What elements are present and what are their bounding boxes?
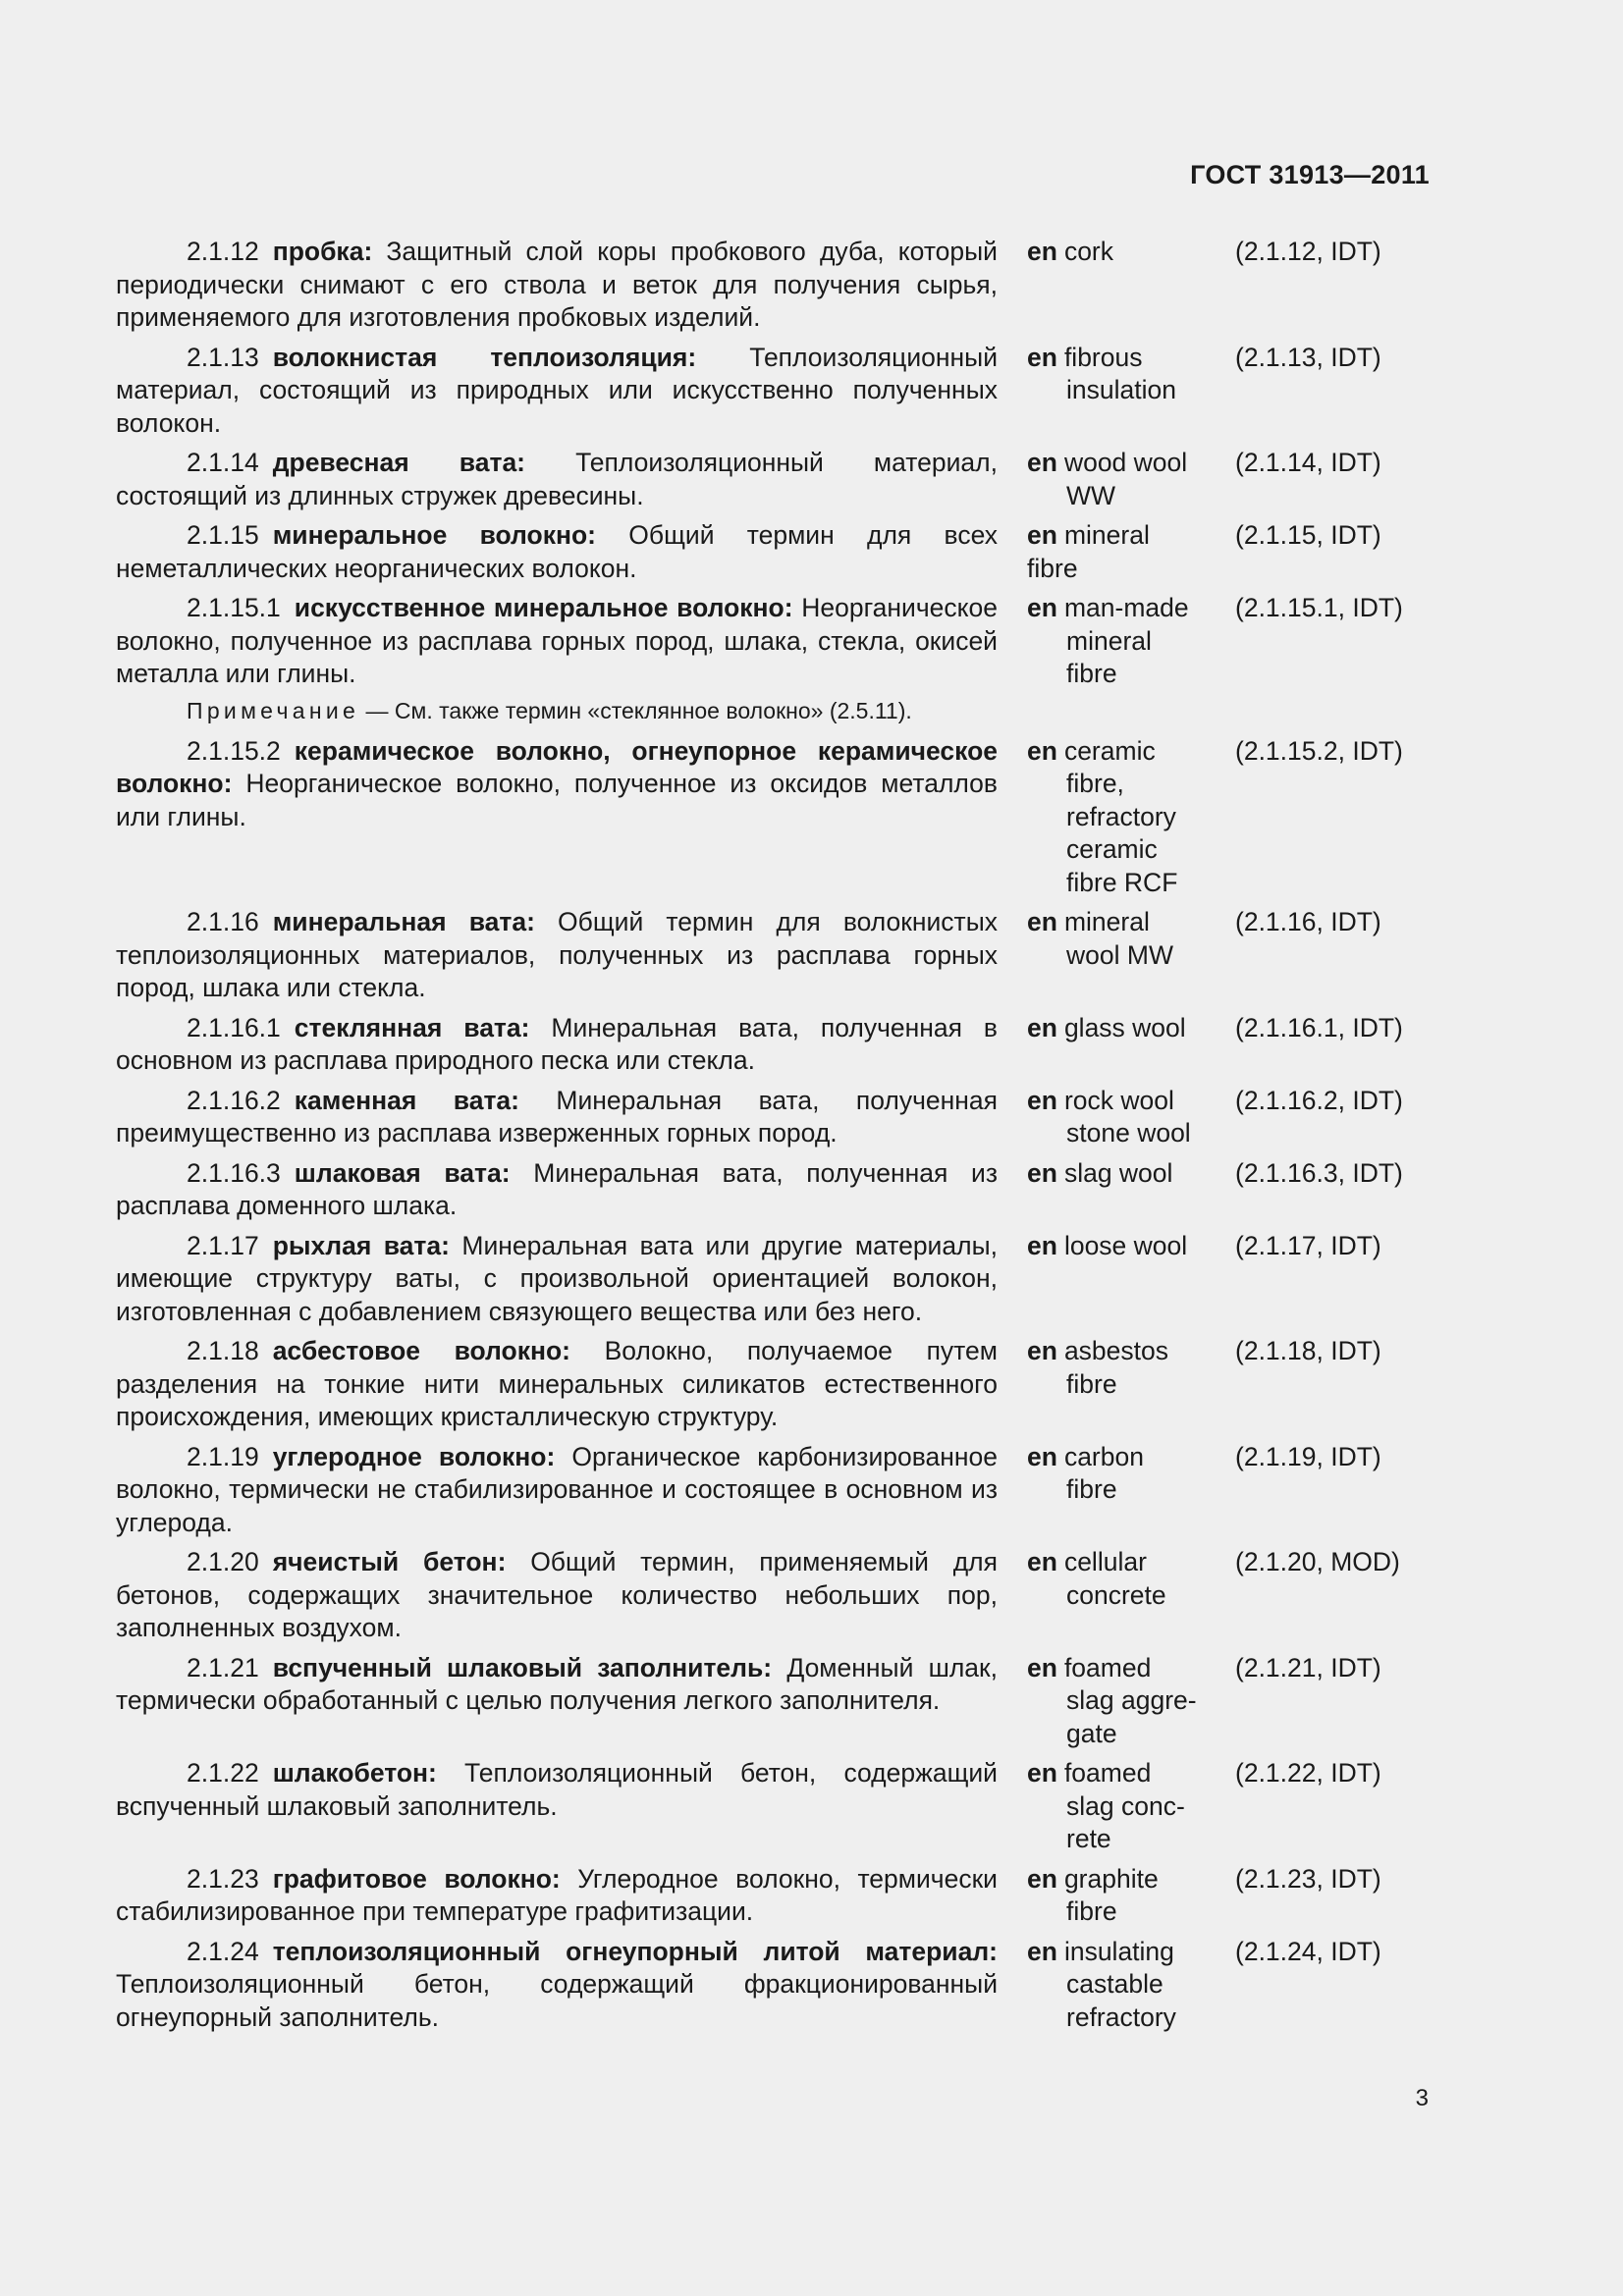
- language-code: en: [1027, 448, 1057, 477]
- english-equivalent: [1027, 735, 1233, 900]
- term-definition: Теплоизоляционный бетон, содержащий вспученный шлаковый заполнитель.: [116, 1758, 998, 1821]
- term-name: шлакобетон:: [272, 1758, 437, 1788]
- russian-definition: [116, 906, 998, 1005]
- english-equivalent: [1027, 906, 1233, 972]
- english-term-line: fibre: [1027, 553, 1078, 583]
- source-reference: (2.1.16.2, IDT): [1235, 1085, 1403, 1115]
- term-name: минеральное волокно:: [272, 520, 597, 550]
- term-definition: Защитный слой коры пробкового дуба, который периодически снимают с его ствола и веток для получения сырья, применяемого для изготовления пробковых изделий.: [116, 237, 998, 332]
- source-reference: (2.1.15.1, IDT): [1235, 593, 1403, 622]
- term-name: волокнистая теплоизоляция:: [272, 342, 697, 372]
- english-term-line: fibre RCF: [1066, 867, 1178, 897]
- russian-definition: [116, 592, 998, 691]
- russian-definition: [116, 1441, 998, 1540]
- english-term-line: loose wool: [1063, 1230, 1188, 1260]
- term-number: 2.1.19: [187, 1441, 259, 1471]
- russian-definition: [116, 1652, 998, 1718]
- source-reference: (2.1.18, IDT): [1235, 1336, 1381, 1365]
- russian-definition: [116, 1085, 998, 1150]
- english-term-line: foamed: [1063, 1758, 1152, 1788]
- term-entry: [116, 1546, 1432, 1645]
- english-term-line: ceramic: [1066, 834, 1158, 864]
- english-term-line: slag conc-: [1066, 1790, 1185, 1821]
- term-number: 2.1.16.3: [187, 1157, 281, 1188]
- term-number: 2.1.16.2: [187, 1085, 281, 1115]
- english-term-line: refractory: [1066, 801, 1176, 831]
- russian-definition: [116, 447, 998, 512]
- term-entry: [116, 1335, 1432, 1434]
- language-code: en: [1027, 907, 1057, 936]
- term-entry: [116, 1863, 1432, 1929]
- russian-definition: [116, 1230, 998, 1329]
- term-name: графитовое волокно:: [272, 1863, 561, 1894]
- term-definition: Теплоизоляционный материал, состоящий из длинных стружек древесины.: [116, 448, 998, 510]
- language-code: en: [1027, 1547, 1057, 1576]
- term-definition: Общий термин для волокнистых теплоизоляционных материалов, полученных из расплава горных пород, шлака или стекла.: [116, 907, 998, 1002]
- term-number: 2.1.16.1: [187, 1012, 281, 1042]
- english-term-line: rete: [1066, 1824, 1111, 1853]
- note: [116, 696, 1068, 725]
- term-entry: [116, 906, 1432, 1005]
- russian-definition: [116, 1757, 998, 1823]
- english-term-line: wool MW: [1066, 939, 1173, 970]
- term-number: 2.1.13: [187, 342, 259, 372]
- english-equivalent: [1027, 1335, 1233, 1401]
- term-name: теплоизоляционный огнеупорный литой материал:: [272, 1936, 998, 1966]
- term-number: 2.1.16: [187, 907, 259, 936]
- term-entry: [116, 1936, 1432, 2035]
- term-definition: Волокно, получаемое путем разделения на тонкие нити минеральных силикатов естественного происхождения, имеющих кристаллическую структуру.: [116, 1336, 998, 1431]
- russian-definition: [116, 1335, 998, 1434]
- russian-definition: [116, 1546, 998, 1645]
- english-term-line: cellular: [1063, 1547, 1147, 1576]
- language-code: en: [1027, 1936, 1057, 1966]
- english-equivalent: [1027, 236, 1233, 269]
- english-term-line: mineral: [1066, 625, 1152, 656]
- term-number: 2.1.22: [187, 1758, 259, 1788]
- english-term-line: castable: [1066, 1969, 1163, 1999]
- term-definition: Доменный шлак, термически обработанный с целью получения легкого заполнителя.: [116, 1652, 998, 1715]
- russian-definition: [116, 342, 998, 441]
- english-equivalent: [1027, 1652, 1233, 1751]
- term-definition: Органическое карбонизированное волокно, термически не стабилизированное и состоящее в основном из углерода.: [116, 1441, 998, 1537]
- term-definition: Теплоизоляционный бетон, содержащий фракционированный огнеупорный заполнитель.: [116, 1969, 998, 2032]
- english-term-line: mineral: [1063, 907, 1150, 936]
- english-term-line: fibre,: [1066, 769, 1124, 798]
- english-term-line: WW: [1066, 480, 1116, 510]
- term-name: керамическое волокно, огнеупорное керамическое волокно:: [116, 735, 998, 798]
- term-number: 2.1.21: [187, 1652, 259, 1682]
- source-reference: (2.1.24, IDT): [1235, 1936, 1381, 1966]
- term-number: 2.1.15.1: [187, 593, 281, 622]
- english-term-line: insulation: [1066, 375, 1176, 404]
- russian-definition: [116, 1012, 998, 1078]
- source-reference: (2.1.15, IDT): [1235, 520, 1381, 550]
- english-equivalent: [1027, 1546, 1233, 1612]
- term-number: 2.1.15: [187, 520, 259, 550]
- english-equivalent: [1027, 1085, 1233, 1150]
- english-term-line: refractory: [1066, 2002, 1176, 2032]
- term-name: углеродное волокно:: [272, 1441, 556, 1471]
- english-term-line: insulating: [1063, 1936, 1174, 1966]
- term-entry: [116, 1652, 1432, 1751]
- term-name: каменная вата:: [294, 1085, 519, 1115]
- note-text: — См. также термин «стеклянное волокно» (2.5.11).: [365, 697, 912, 723]
- english-equivalent: [1027, 1936, 1233, 2035]
- term-name: минеральная вата:: [272, 907, 535, 936]
- term-name: рыхлая вата:: [272, 1230, 450, 1260]
- language-code: en: [1027, 1863, 1057, 1894]
- term-number: 2.1.23: [187, 1863, 259, 1894]
- term-name: вспученный шлаковый заполнитель:: [272, 1652, 773, 1682]
- language-code: en: [1027, 1085, 1057, 1115]
- term-name: ячеистый бетон:: [272, 1547, 507, 1576]
- english-term-line: stone wool: [1066, 1118, 1191, 1148]
- russian-definition: [116, 1157, 998, 1223]
- term-definition: Минеральная вата, полученная в основном из расплава природного песка или стекла.: [116, 1012, 998, 1075]
- source-reference: (2.1.16, IDT): [1235, 907, 1381, 936]
- english-equivalent: [1027, 1230, 1233, 1263]
- term-definition: Минеральная вата, полученная преимущественно из расплава изверженных горных пород.: [116, 1085, 998, 1148]
- language-code: en: [1027, 1652, 1057, 1682]
- language-code: en: [1027, 520, 1057, 550]
- term-entry: [116, 519, 1432, 585]
- english-term-line: carbon: [1063, 1441, 1144, 1471]
- term-name: искусственное минеральное волокно:: [294, 593, 793, 622]
- term-number: 2.1.15.2: [187, 735, 281, 766]
- term-name: стеклянная вата:: [294, 1012, 530, 1042]
- english-term-line: fibre: [1066, 1474, 1117, 1504]
- english-term-line: ceramic: [1063, 735, 1156, 766]
- russian-definition: [116, 735, 998, 834]
- term-definition: Общий термин, применяемый для бетонов, содержащих значительное количество небольших пор, заполненных воздухом.: [116, 1547, 998, 1642]
- term-number: 2.1.18: [187, 1336, 259, 1365]
- source-reference: (2.1.19, IDT): [1235, 1441, 1381, 1471]
- term-entry: [116, 1157, 1432, 1223]
- term-name: древесная вата:: [272, 448, 526, 477]
- english-term-line: rock wool: [1063, 1085, 1174, 1115]
- language-code: en: [1027, 1012, 1057, 1042]
- english-term-line: concrete: [1066, 1579, 1166, 1610]
- terms-list: [116, 236, 1432, 2041]
- language-code: en: [1027, 593, 1057, 622]
- english-term-line: cork: [1063, 237, 1114, 266]
- term-definition: Неорганическое волокно, полученное из оксидов металлов или глины.: [116, 769, 998, 831]
- russian-definition: [116, 236, 998, 335]
- term-entry: [116, 1441, 1432, 1540]
- source-reference: (2.1.12, IDT): [1235, 237, 1381, 266]
- english-term-line: fibre: [1066, 1368, 1117, 1399]
- english-equivalent: [1027, 519, 1233, 585]
- term-name: асбестовое волокно:: [272, 1336, 570, 1365]
- english-equivalent: [1027, 592, 1233, 691]
- term-entry: [116, 342, 1432, 441]
- source-reference: (2.1.22, IDT): [1235, 1758, 1381, 1788]
- term-number: 2.1.20: [187, 1547, 259, 1576]
- english-term-line: fibrous: [1063, 342, 1143, 372]
- term-entry: [116, 735, 1432, 900]
- english-term-line: man-made: [1063, 593, 1189, 622]
- term-entry: [116, 1012, 1432, 1078]
- english-term-line: glass wool: [1063, 1012, 1186, 1042]
- source-reference: (2.1.21, IDT): [1235, 1652, 1381, 1682]
- english-term-line: slag aggre-: [1066, 1685, 1197, 1715]
- term-number: 2.1.12: [187, 237, 259, 266]
- language-code: en: [1027, 1157, 1057, 1188]
- english-equivalent: [1027, 1863, 1233, 1929]
- english-term-line: gate: [1066, 1718, 1117, 1748]
- term-entry: [116, 447, 1432, 512]
- language-code: en: [1027, 1441, 1057, 1471]
- english-term-line: foamed: [1063, 1652, 1152, 1682]
- english-term-line: slag wool: [1063, 1157, 1173, 1188]
- english-equivalent: [1027, 447, 1233, 512]
- english-term-line: wood wool: [1063, 448, 1188, 477]
- english-equivalent: [1027, 1157, 1233, 1191]
- language-code: en: [1027, 237, 1057, 266]
- language-code: en: [1027, 735, 1057, 766]
- english-term-line: graphite: [1063, 1863, 1159, 1894]
- russian-definition: [116, 1863, 998, 1929]
- term-entry: [116, 592, 1432, 691]
- language-code: en: [1027, 1758, 1057, 1788]
- source-reference: (2.1.20, MOD): [1235, 1547, 1400, 1576]
- term-number: 2.1.14: [187, 448, 259, 477]
- source-reference: (2.1.23, IDT): [1235, 1863, 1381, 1894]
- term-name: пробка:: [272, 237, 373, 266]
- english-equivalent: [1027, 1757, 1233, 1856]
- russian-definition: [116, 1936, 998, 2035]
- term-definition: Теплоизоляционный материал, состоящий из природных или искусственно полученных волокон.: [116, 342, 998, 438]
- term-definition: Минеральная вата, полученная из расплава доменного шлака.: [116, 1157, 998, 1220]
- term-definition: Общий термин для всех неметаллических неорганических волокон.: [116, 520, 998, 583]
- term-number: 2.1.24: [187, 1936, 259, 1966]
- language-code: en: [1027, 1336, 1057, 1365]
- source-reference: (2.1.14, IDT): [1235, 448, 1381, 477]
- note-label: Примечание: [187, 697, 360, 723]
- english-equivalent: [1027, 1012, 1233, 1045]
- term-entry: [116, 1757, 1432, 1856]
- term-definition: Углеродное волокно, термически стабилизированное при температуре графитизации.: [116, 1863, 998, 1926]
- term-entry: [116, 1230, 1432, 1329]
- source-reference: (2.1.13, IDT): [1235, 342, 1381, 372]
- term-entry: [116, 1085, 1432, 1150]
- source-reference: (2.1.17, IDT): [1235, 1230, 1381, 1260]
- term-definition: Минеральная вата или другие материалы, имеющие структуру ваты, с произвольной ориентацией волокон, изготовленная с добавлением связующего вещества или без него.: [116, 1230, 998, 1326]
- source-reference: (2.1.16.1, IDT): [1235, 1012, 1403, 1042]
- english-term-line: mineral: [1063, 520, 1150, 550]
- russian-definition: [116, 519, 998, 585]
- english-term-line: asbestos: [1063, 1336, 1169, 1365]
- term-number: 2.1.17: [187, 1230, 259, 1260]
- english-term-line: fibre: [1066, 659, 1117, 688]
- term-entry: [116, 236, 1432, 335]
- document-code-header: ГОСТ 31913—2011: [1190, 160, 1430, 189]
- source-reference: (2.1.16.3, IDT): [1235, 1157, 1403, 1188]
- source-reference: (2.1.15.2, IDT): [1235, 735, 1403, 766]
- language-code: en: [1027, 1230, 1057, 1260]
- english-equivalent: [1027, 342, 1233, 407]
- page-number: 3: [1415, 2085, 1429, 2111]
- term-definition: Неорганическое волокно, полученное из расплава горных пород, шлака, стекла, окисей металла или глины.: [116, 593, 998, 688]
- english-equivalent: [1027, 1441, 1233, 1507]
- term-name: шлаковая вата:: [294, 1157, 511, 1188]
- language-code: en: [1027, 342, 1057, 372]
- english-term-line: fibre: [1066, 1896, 1117, 1926]
